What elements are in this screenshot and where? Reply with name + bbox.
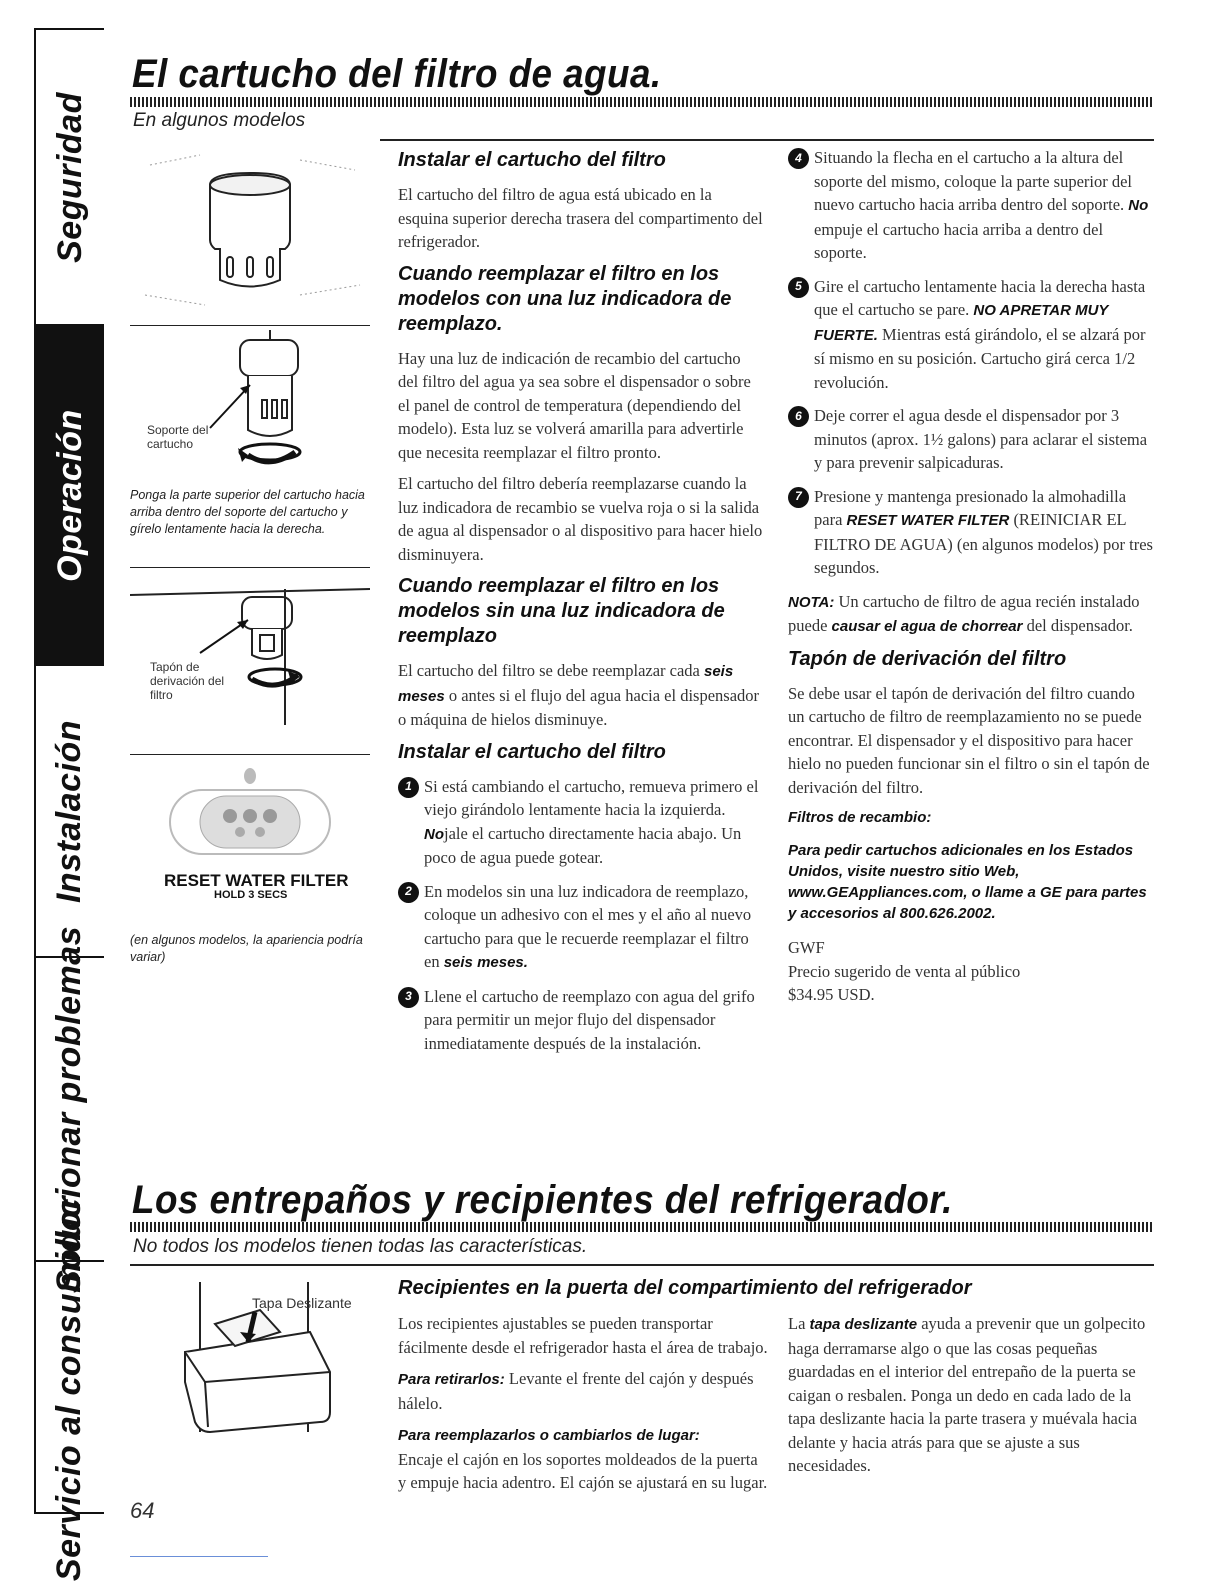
step-4: 4 Situando la flecha en el cartucho a la altura del soporte del mismo, coloque la parte superior del nuevo cartucho hacia arriba dentro del soporte. No empuje el cartucho hacia arriba a dentro del soporte. [788, 146, 1154, 265]
step-2: 2 En modelos sin una luz indicadora de reemplazo, coloque un adhesivo con el mes y el año al nuevo cartucho para que le recuerde reemplazar el filtro en seis meses. [398, 880, 764, 975]
tab-solucionar-problemas[interactable]: Solucionar problemas [36, 958, 104, 1262]
hold-3-secs-label: HOLD 3 SECS [214, 889, 288, 901]
without-light-heading: Cuando reemplazar el filtro en los modelos sin una luz indicadora de reemplazo [398, 575, 725, 647]
door-bins-heading-wrap [398, 1274, 1158, 1311]
price-label: Precio sugerido de venta al público [788, 961, 1021, 981]
section1-title: El cartucho del filtro de agua. [132, 52, 662, 96]
reset-water-filter-label: RESET WATER FILTER [164, 871, 349, 890]
footer-line [130, 1556, 268, 1557]
reset-pad-illustration [150, 762, 350, 872]
replace-instructions: Para reemplazarlos o cambiarlos de lugar: Encaje el cajón en los soportes moldeados de la puerta y empuje hacia adentro. El cajón se ajustará en su lugar. [398, 1427, 768, 1492]
holder-label: Soporte del cartucho [147, 423, 209, 451]
tab-seguridad[interactable]: Seguridad [36, 30, 104, 326]
bypass-heading: Tapón de derivación del filtro [788, 647, 1067, 670]
section2-title-rule [130, 1222, 1154, 1232]
install-column [398, 146, 764, 1065]
side-tabs [34, 28, 104, 1581]
step-6: 6 Deje correr el agua desde el dispensador por 3 minutos (aprox. 1½ galons) para aclarar el sistema y para prevenir salpicaduras. [788, 404, 1154, 475]
step-7: 7 Presione y mantenga presionado la almohadilla para RESET WATER FILTER (REINICIAR EL FILTRO DE AGUA) (en algunos modelos) por tres segundos. [788, 485, 1154, 580]
section2-rule [130, 1264, 1154, 1266]
without-light-text: El cartucho del filtro se debe reemplazar cada seis meses o antes si el flujo del agua hacia el dispensador o máquina de hielos disminuye. [398, 661, 760, 729]
tab-operacion[interactable]: Operación [36, 326, 104, 666]
install2-heading: Instalar el cartucho del filtro [398, 740, 666, 763]
install-text: El cartucho del filtro de agua está ubicado en la esquina superior derecha trasera del compartimento del refrigerador. [398, 185, 763, 251]
tab-instalacion[interactable]: Instalación [36, 666, 104, 958]
section2-title: Los entrepaños y recipientes del refrigerador. [132, 1178, 953, 1222]
step-1: 1 Si está cambiando el cartucho, remueva primero el viejo girándolo lentamente hacia la izquierda. Nojale el cartucho directamente hacia abajo. Un poco de agua puede gotear. [398, 775, 764, 870]
install-heading: Instalar el cartucho del filtro [398, 149, 666, 171]
section1-rule [380, 139, 1154, 141]
bypass-text: Se debe usar el tapón de derivación del filtro cuando un cartucho de filtro de reemplazamiento no se puede encontrar. El dispensador y el dispositivo para hacer hielo no pueden funcionar sin el filtro o sin el tapón de derivación del filtro. [788, 683, 1150, 797]
with-light-text-2: El cartucho del filtro debería reemplazarse cuando la luz indicadora de recambio se vuelva roja o si la salida de agua al dispensador o al dispositivo para hacer hielo disminuyera. [398, 474, 763, 564]
door-bins-heading: Recipientes en la puerta del compartimiento del refrigerador [398, 1277, 972, 1299]
door-bins-text: Los recipientes ajustables se pueden transportar fácilmente desde el refrigerador hasta el área de trabajo. [398, 1314, 768, 1357]
step-3: 3 Llene el cartucho de reemplazo con agua del grifo para permitir un mejor flujo del dispensador inmediatamente después de la instalación. [398, 985, 764, 1056]
with-light-heading: Cuando reemplazar el filtro en los modelos con una luz indicadora de reemplazo. [398, 262, 732, 335]
cartridge-holder-illustration [130, 330, 370, 480]
door-bins-column-1 [398, 1312, 768, 1495]
order-info[interactable]: Para pedir cartuchos adicionales en los Estados Unidos, visite nuestro sitio Web, www.GEAppliances.com, o llame a GE para partes y accesorios al 800.626.2002. [788, 842, 1147, 922]
price: $34.95 USD. [788, 985, 875, 1004]
bypass-plug-illustration [130, 575, 370, 725]
reset-caption: (en algunos modelos, la apariencia podría variar) [130, 933, 363, 964]
title-rule [130, 97, 1154, 107]
page-number: 64 [130, 1498, 155, 1523]
section1-subtitle: En algunos modelos [133, 110, 306, 131]
sliding-lid-label: Tapa Deslizante [252, 1295, 352, 1311]
replacement-filters-heading: Filtros de recambio: [788, 809, 932, 826]
with-light-text-1: Hay una luz de indicación de recambio del cartucho del filtro del agua ya sea sobre el dispensador o sobre el panel de control de temperatura (dependiendo del modelo). Esta luz se volverá amarilla para advertirle que necesita reemplazar el filtro pronto. [398, 348, 751, 462]
filter-cartridge-illustration [130, 145, 370, 315]
holder-caption: Ponga la parte superior del cartucho hacia arriba dentro del soporte del cartucho y gírelo lentamente hacia la derecha. [130, 488, 365, 536]
section2-subtitle: No todos los modelos tienen todas las características. [133, 1236, 588, 1257]
sliding-lid-text: La tapa deslizante ayuda a prevenir que un golpecito haga derramarse algo o que las cosas pequeñas guardadas en el interior del entrepaño de la puerta se caigan o resbalen. Ponga un dedo en cada lado de la tapa deslizante hacia la parte trasera y muévala hacia delante y hacia atrás para que se ajuste a sus necesidades. [788, 1314, 1146, 1475]
bypass-plug-label: Tapón de derivación del filtro [150, 660, 225, 702]
door-bins-column-2 [788, 1312, 1154, 1486]
nota: NOTA: Un cartucho de filtro de agua recién instalado puede causar el agua de chorrear del dispensador. [788, 591, 1140, 635]
tab-servicio-al-consumidor[interactable]: Servicio al consumidor [50, 1195, 89, 1581]
steps-column [788, 146, 1154, 1007]
remove-instructions: Para retirarlos: Levante el frente del cajón y después hálelo. [398, 1369, 754, 1413]
step-5: 5 Gire el cartucho lentamente hacia la derecha hasta que el cartucho se pare. NO APRETAR MUY FUERTE. Mientras está girándolo, el se alzará por sí mismo en su posición. Cartucho girá cerca 1/2 revolución. [788, 275, 1154, 395]
model-number: GWF [788, 938, 825, 957]
